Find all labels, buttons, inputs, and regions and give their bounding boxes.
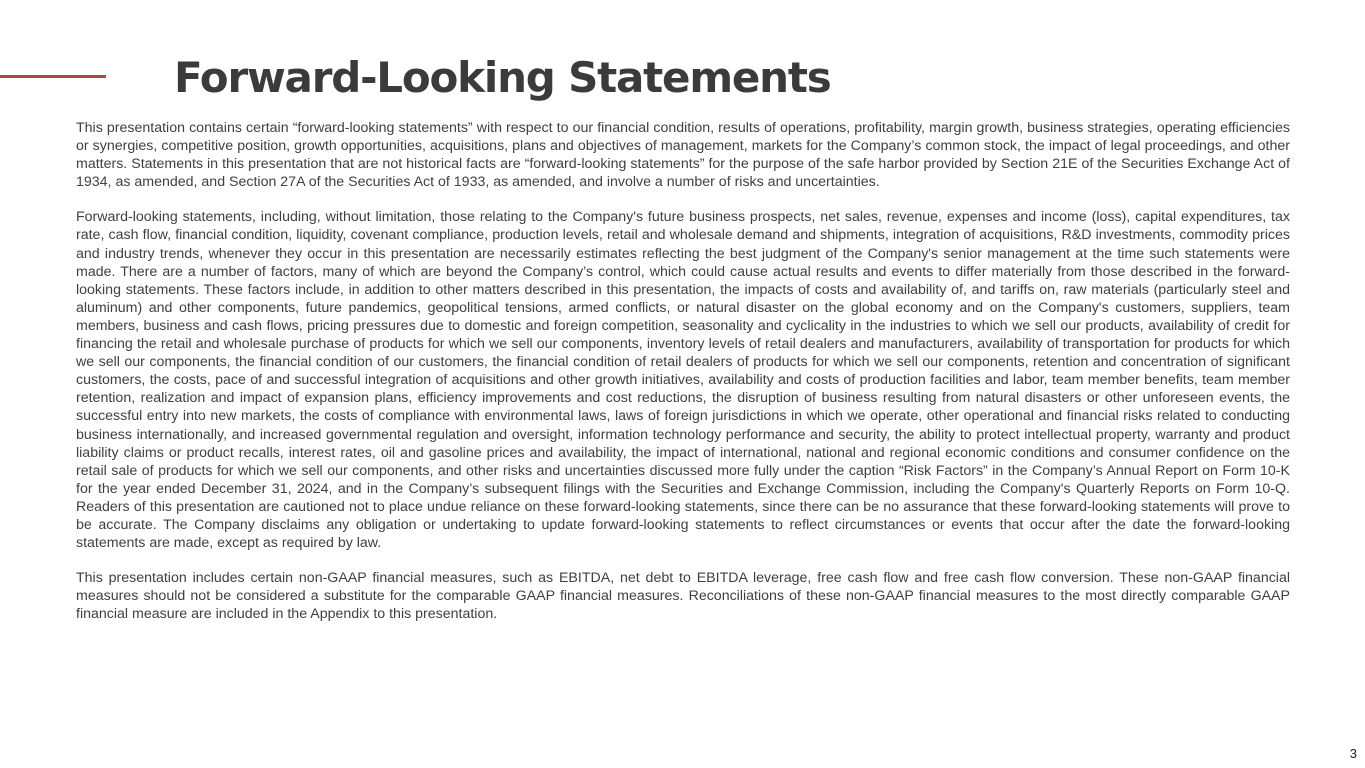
paragraph-forward-looking-intro: This presentation contains certain “forward-looking statements” with respect to our financial condition, results of operations, profitability, margin growth, business strategies, operating efficiencies or synergies, competitive position, growth opportunities, acquisitions, plans and objectives of management, markets for the Company’s common stock, the impact of legal proceedings, and other matters. Statements in this presentation that are not historical facts are “forward-looking statements” for the purpose of the safe harbor provided by Section 21E of the Securities Exchange Act of 1934, as amended, and Section 27A of the Securities Act of 1933, as amended, and involve a number of risks and uncertainties. [76,120,1290,191]
disclaimer-body [76,119,1290,640]
title-accent-line [0,75,106,78]
slide-title: Forward-Looking Statements [174,53,831,102]
paragraph-non-gaap: This presentation includes certain non-GAAP financial measures, such as EBITDA, net debt to EBITDA leverage, free cash flow and free cash flow conversion. These non-GAAP financial measures should not be considered a substitute for the comparable GAAP financial measures. Reconciliations of these non-GAAP financial measures to the most directly comparable GAAP financial measure are included in the Appendix to this presentation. [76,570,1290,623]
paragraph-risk-factors: Forward-looking statements, including, without limitation, those relating to the Company's future business prospects, net sales, revenue, expenses and income (loss), capital expenditures, tax rate, cash flow, financial condition, liquidity, covenant compliance, production levels, retail and wholesale demand and shipments, integration of acquisitions, R&D investments, commodity prices and industry trends, whenever they occur in this presentation are necessarily estimates reflecting the best judgment of the Company's senior management at the time such statements were made. There are a number of factors, many of which are beyond the Company’s control, which could cause actual results and events to differ materially from those described in the forward-looking statements. These factors include, in addition to other matters described in this presentation, the impacts of costs and availability of, and tariffs on, raw materials (particularly steel and aluminum) and other components, future pandemics, geopolitical tensions, armed conflicts, or natural disaster on the global economy and on the Company's customers, suppliers, team members, business and cash flows, pricing pressures due to domestic and foreign competition, seasonality and cyclicality in the industries to which we sell our products, availability of credit for financing the retail and wholesale purchase of products for which we sell our components, inventory levels of retail dealers and manufacturers, availability of transportation for products for which we sell our components, the financial condition of our customers, the financial condition of retail dealers of products for which we sell our components, retention and concentration of significant customers, the costs, pace of and successful integration of acquisitions and other growth initiatives, availability and costs of production facilities and labor, team member benefits, team member retention, realization and impact of expansion plans, efficiency improvements and cost reductions, the disruption of business resulting from natural disasters or other unforeseen events, the successful entry into new markets, the costs of compliance with environmental laws, laws of foreign jurisdictions in which we operate, other operational and financial risks related to conducting business internationally, and increased governmental regulation and oversight, information technology performance and security, the ability to protect intellectual property, warranty and product liability claims or product recalls, interest rates, oil and gasoline prices and availability, the impact of international, national and regional economic conditions and consumer confidence on the retail sale of products for which we sell our components, and other risks and uncertainties discussed more fully under the caption “Risk Factors” in the Company’s Annual Report on Form 10-K for the year ended December 31, 2024, and in the Company’s subsequent filings with the Securities and Exchange Commission, including the Company's Quarterly Reports on Form 10-Q. Readers of this presentation are cautioned not to place undue reliance on these forward-looking statements, since there can be no assurance that these forward-looking statements will prove to be accurate. The Company disclaims any obligation or undertaking to update forward-looking statements to reflect circumstances or events that occur after the date the forward-looking statements are made, except as required by law. [76,209,1290,552]
page-number: 3 [1349,746,1357,761]
